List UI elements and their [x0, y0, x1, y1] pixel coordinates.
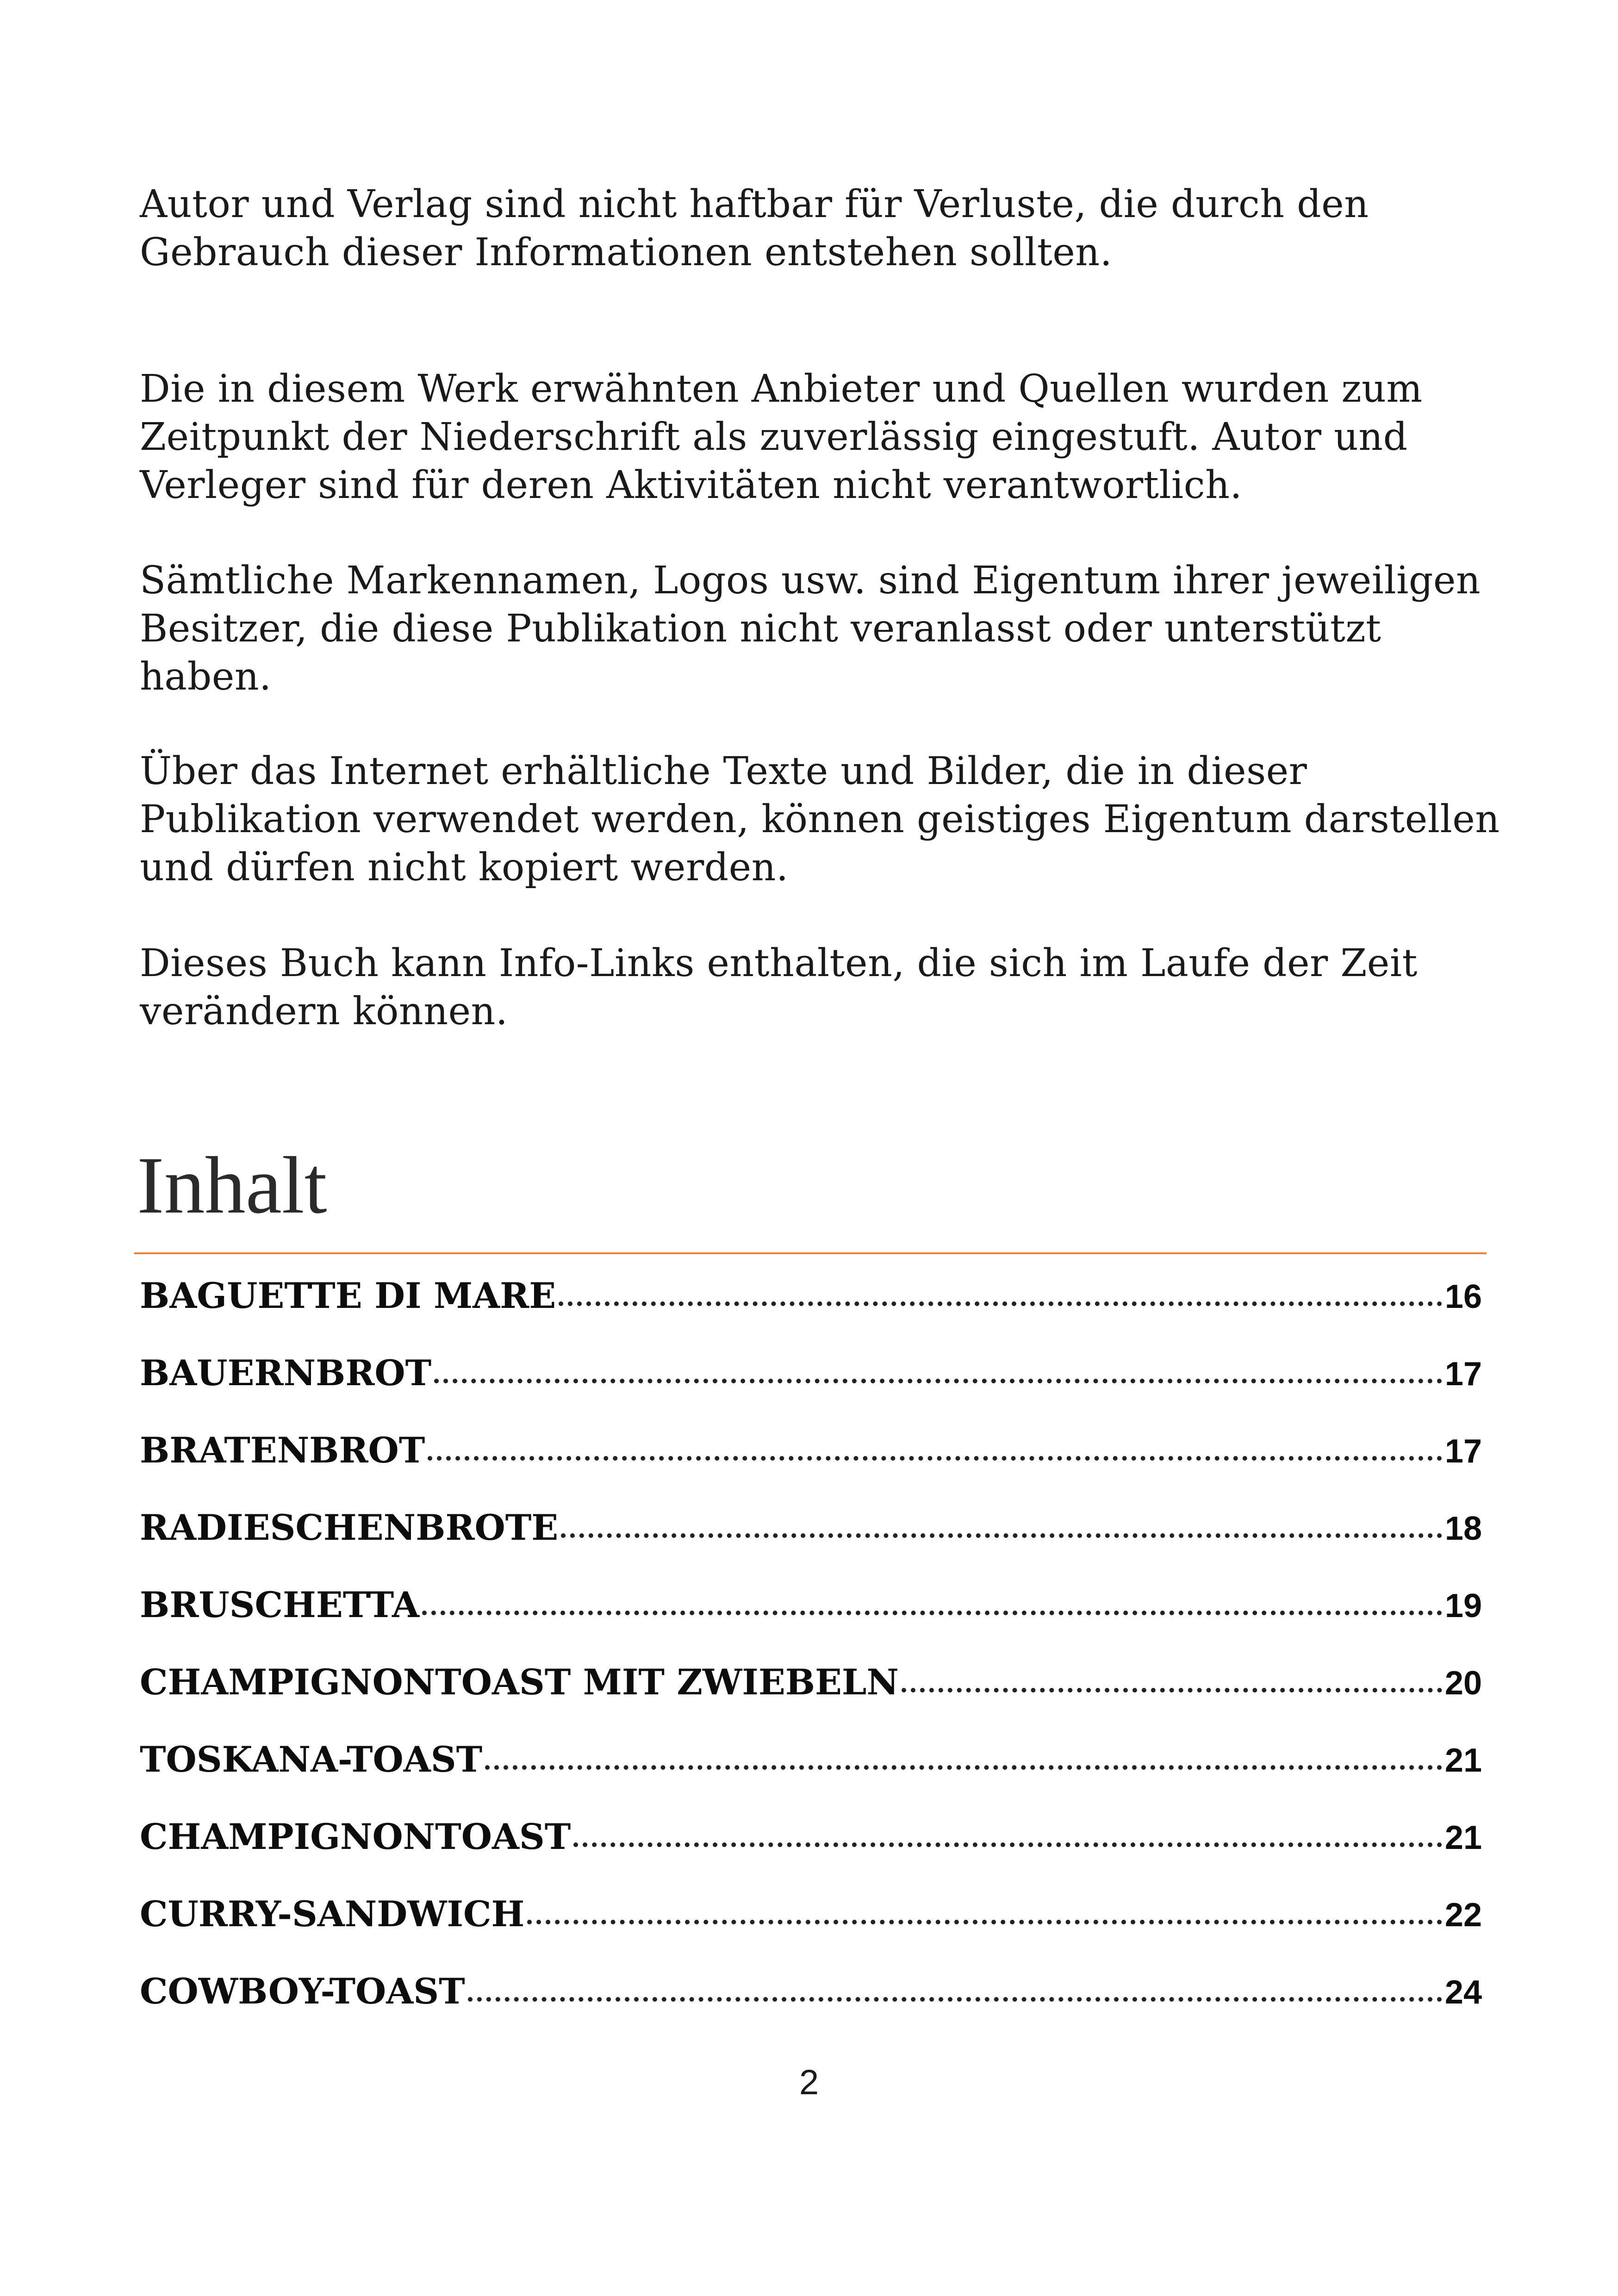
toc-entry-page-number: 17 — [1444, 1433, 1482, 1470]
disclaimer-links-paragraph: Dieses Buch kann Info-Links enthalten, die sich im Laufe der Zeit verändern können. — [140, 941, 1418, 1033]
toc-entry-title: BRUSCHETTA — [140, 1584, 419, 1625]
toc-entry-page-number: 21 — [1444, 1742, 1482, 1779]
toc-entry-title: BRATENBROT — [140, 1430, 425, 1471]
toc-entry[interactable] — [140, 1893, 1482, 1971]
toc-dot-leader — [468, 1997, 1442, 2002]
toc-entry-page-number: 20 — [1444, 1665, 1482, 1702]
toc-entry[interactable] — [140, 1816, 1482, 1893]
toc-dot-leader — [573, 1842, 1442, 1847]
toc-dot-leader — [561, 1533, 1442, 1538]
disclaimer-copyright-paragraph: Über das Internet erhältliche Texte und Bilder, die in dieser Publikation verwendet werden, können geistiges Eigentum darstellen und dürfen nicht kopiert werden. — [140, 749, 1500, 890]
toc-dot-leader — [485, 1765, 1442, 1770]
toc-entry-title: CURRY-SANDWICH — [140, 1893, 525, 1935]
toc-entry[interactable] — [140, 1584, 1482, 1661]
toc-dot-leader — [559, 1301, 1442, 1306]
toc-entry-title: CHAMPIGNONTOAST MIT ZWIEBELN — [140, 1661, 899, 1703]
table-of-contents — [140, 1275, 1482, 2048]
toc-entry-page-number: 21 — [1444, 1819, 1482, 1856]
disclaimer-trademarks-paragraph: Sämtliche Markennamen, Logos usw. sind Eigentum ihrer jeweiligen Besitzer, die diese Publikation nicht veranlasst oder unterstützt haben. — [140, 559, 1481, 699]
toc-entry-title: TOSKANA-TOAST — [140, 1739, 483, 1780]
toc-dot-leader — [902, 1688, 1442, 1692]
toc-entry-title: COWBOY-TOAST — [140, 1971, 465, 2012]
heading-divider — [134, 1252, 1487, 1254]
toc-dot-leader — [422, 1611, 1442, 1615]
toc-entry-title: RADIESCHENBROTE — [140, 1507, 559, 1548]
toc-entry[interactable] — [140, 1507, 1482, 1584]
disclaimer-sources-paragraph: Die in diesem Werk erwähnten Anbieter und Quellen wurden zum Zeitpunkt der Niederschrift als zuverlässig eingestuft. Autor und Verleger sind für deren Aktivitäten nicht verantwortlich. — [140, 367, 1423, 507]
toc-entry-page-number: 19 — [1444, 1587, 1482, 1624]
toc-entry[interactable] — [140, 1275, 1482, 1352]
toc-entry[interactable] — [140, 1430, 1482, 1507]
toc-dot-leader — [434, 1379, 1442, 1383]
toc-entry[interactable] — [140, 1661, 1482, 1739]
toc-entry-page-number: 24 — [1444, 1974, 1482, 2011]
toc-entry[interactable] — [140, 1352, 1482, 1430]
toc-entry[interactable] — [140, 1971, 1482, 2048]
toc-entry[interactable] — [140, 1739, 1482, 1816]
toc-entry-page-number: 22 — [1444, 1897, 1482, 1934]
toc-entry-page-number: 17 — [1444, 1356, 1482, 1393]
toc-entry-title: BAGUETTE DI MARE — [140, 1275, 556, 1316]
toc-heading: Inhalt — [137, 1140, 327, 1231]
toc-entry-page-number: 16 — [1444, 1278, 1482, 1315]
page-number: 2 — [799, 2063, 819, 2102]
disclaimer-liability-paragraph: Autor und Verlag sind nicht haftbar für Verluste, die durch den Gebrauch dieser Informationen entstehen sollten. — [140, 182, 1369, 274]
toc-dot-leader — [527, 1920, 1442, 1924]
toc-entry-page-number: 18 — [1444, 1510, 1482, 1547]
toc-entry-title: BAUERNBROT — [140, 1352, 432, 1394]
toc-entry-title: CHAMPIGNONTOAST — [140, 1816, 571, 1857]
toc-dot-leader — [428, 1456, 1442, 1461]
